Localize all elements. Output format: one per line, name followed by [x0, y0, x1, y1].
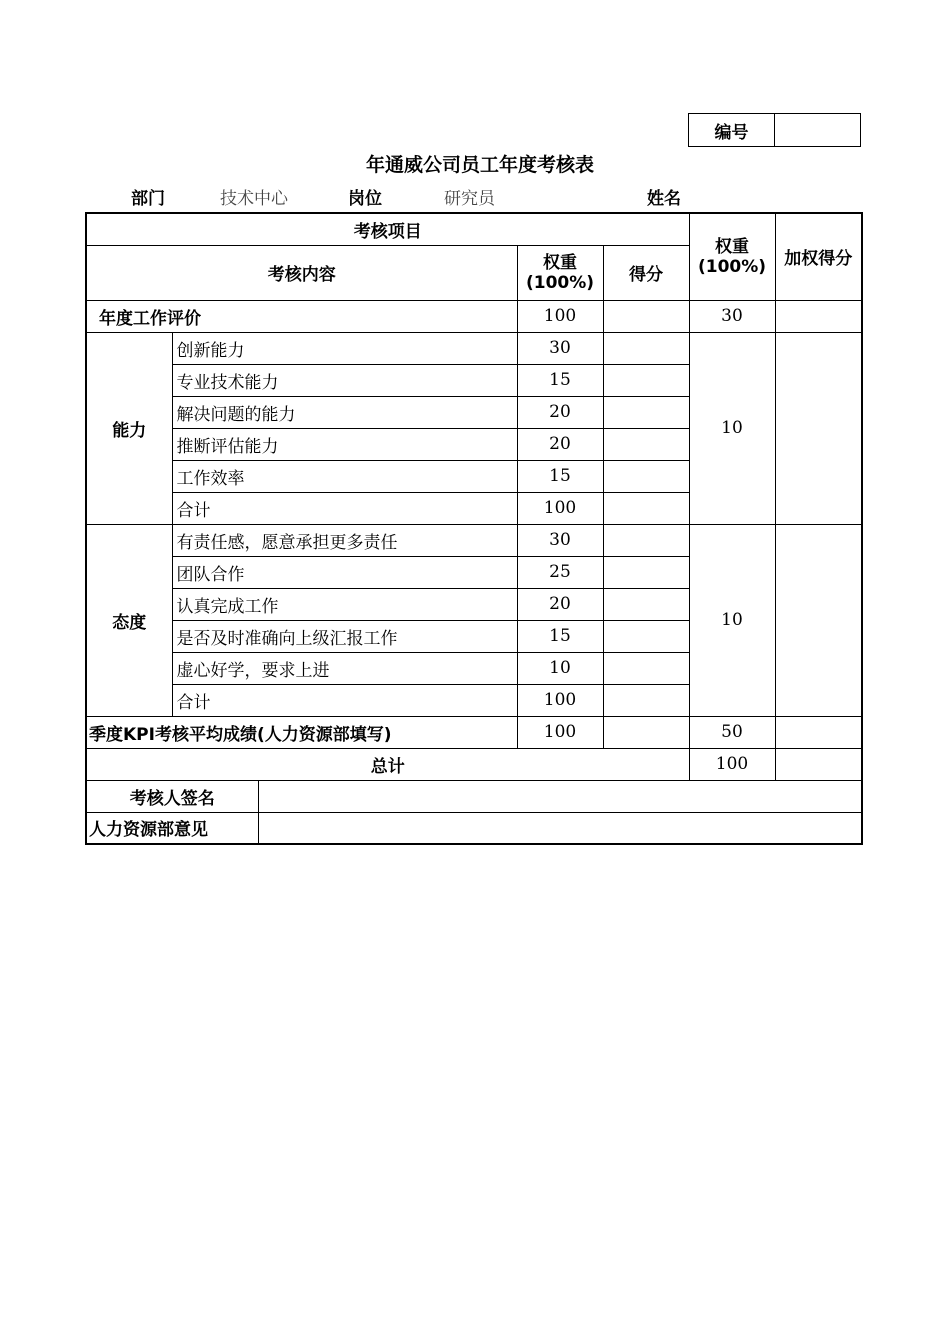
table-row — [86, 716, 862, 748]
attitude-score-field[interactable] — [603, 556, 689, 588]
attitude-score-field[interactable] — [603, 524, 689, 556]
table-row — [86, 812, 862, 844]
ability-weight: 20 — [517, 396, 603, 428]
table-row — [86, 524, 862, 556]
annual-score-field[interactable] — [603, 300, 689, 332]
annual-weight2: 30 — [689, 300, 775, 332]
attitude-weight: 10 — [517, 652, 603, 684]
attitude-label: 态度 — [86, 524, 172, 716]
hr-opinion-field[interactable] — [258, 812, 862, 844]
dept-value: 技术中心 — [220, 189, 288, 209]
kpi-score-field[interactable] — [603, 716, 689, 748]
attitude-content: 认真完成工作 — [172, 588, 517, 620]
serial-label: 编号 — [689, 114, 775, 147]
attitude-score-field[interactable] — [603, 620, 689, 652]
signature-field[interactable] — [258, 780, 862, 812]
table-row — [86, 780, 862, 812]
attitude-content: 有责任感，愿意承担更多责任 — [172, 524, 517, 556]
header-weight-pct: (100%) — [525, 272, 595, 293]
kpi-weight: 100 — [517, 716, 603, 748]
ability-weighted-field[interactable] — [775, 332, 862, 524]
kpi-weight2: 50 — [689, 716, 775, 748]
attitude-weight: 25 — [517, 556, 603, 588]
header-content: 考核内容 — [86, 245, 517, 300]
name-label: 姓名 — [647, 189, 681, 209]
header-weight-label: 权重 — [543, 252, 577, 273]
header-weight2-label: 权重 — [715, 236, 749, 257]
annual-weight: 100 — [517, 300, 603, 332]
table-row — [86, 332, 862, 364]
ability-weight: 15 — [517, 460, 603, 492]
attitude-content: 团队合作 — [172, 556, 517, 588]
ability-score-field[interactable] — [603, 364, 689, 396]
post-value: 研究员 — [444, 189, 495, 209]
ability-weight: 30 — [517, 332, 603, 364]
ability-subtotal-score-field[interactable] — [603, 492, 689, 524]
header-item: 考核项目 — [86, 213, 689, 245]
attitude-content: 虚心好学，要求上进 — [172, 652, 517, 684]
ability-score-field[interactable] — [603, 460, 689, 492]
hr-opinion-label: 人力资源部意见 — [86, 812, 258, 844]
attitude-score-field[interactable] — [603, 652, 689, 684]
ability-weight: 20 — [517, 428, 603, 460]
attitude-weight: 15 — [517, 620, 603, 652]
header-weight2 — [689, 213, 775, 300]
kpi-label: 季度KPI考核平均成绩(人力资源部填写) — [86, 716, 517, 748]
annual-label: 年度工作评价 — [86, 300, 517, 332]
ability-content: 解决问题的能力 — [172, 396, 517, 428]
ability-content: 工作效率 — [172, 460, 517, 492]
header-weight — [517, 245, 603, 300]
table-row — [86, 300, 862, 332]
ability-subtotal-label: 合计 — [172, 492, 517, 524]
ability-content: 推断评估能力 — [172, 428, 517, 460]
attitude-content: 是否及时准确向上级汇报工作 — [172, 620, 517, 652]
ability-score-field[interactable] — [603, 396, 689, 428]
ability-content: 专业技术能力 — [172, 364, 517, 396]
ability-weight2: 10 — [689, 332, 775, 524]
attitude-weighted-field[interactable] — [775, 524, 862, 716]
serial-value-field[interactable] — [775, 114, 861, 147]
ability-content: 创新能力 — [172, 332, 517, 364]
total-label: 总计 — [86, 748, 689, 780]
attitude-weight2: 10 — [689, 524, 775, 716]
kpi-weighted-field[interactable] — [775, 716, 862, 748]
table-row — [86, 748, 862, 780]
ability-score-field[interactable] — [603, 332, 689, 364]
total-weight2: 100 — [689, 748, 775, 780]
ability-label: 能力 — [86, 332, 172, 524]
attitude-subtotal-label: 合计 — [172, 684, 517, 716]
post-label: 岗位 — [348, 189, 382, 209]
attitude-subtotal-weight: 100 — [517, 684, 603, 716]
header-weighted: 加权得分 — [775, 213, 862, 300]
dept-label: 部门 — [131, 189, 165, 209]
page-title: 年通威公司员工年度考核表 — [365, 154, 594, 176]
header-score: 得分 — [603, 245, 689, 300]
ability-score-field[interactable] — [603, 428, 689, 460]
header-weight2-pct: (100%) — [697, 256, 767, 277]
total-weighted-field[interactable] — [775, 748, 862, 780]
ability-subtotal-weight: 100 — [517, 492, 603, 524]
attitude-subtotal-score-field[interactable] — [603, 684, 689, 716]
ability-weight: 15 — [517, 364, 603, 396]
attitude-weight: 30 — [517, 524, 603, 556]
assessment-table — [85, 212, 863, 845]
signature-label: 考核人签名 — [86, 780, 258, 812]
attitude-weight: 20 — [517, 588, 603, 620]
annual-weighted-field[interactable] — [775, 300, 862, 332]
serial-number-box — [688, 113, 861, 147]
attitude-score-field[interactable] — [603, 588, 689, 620]
